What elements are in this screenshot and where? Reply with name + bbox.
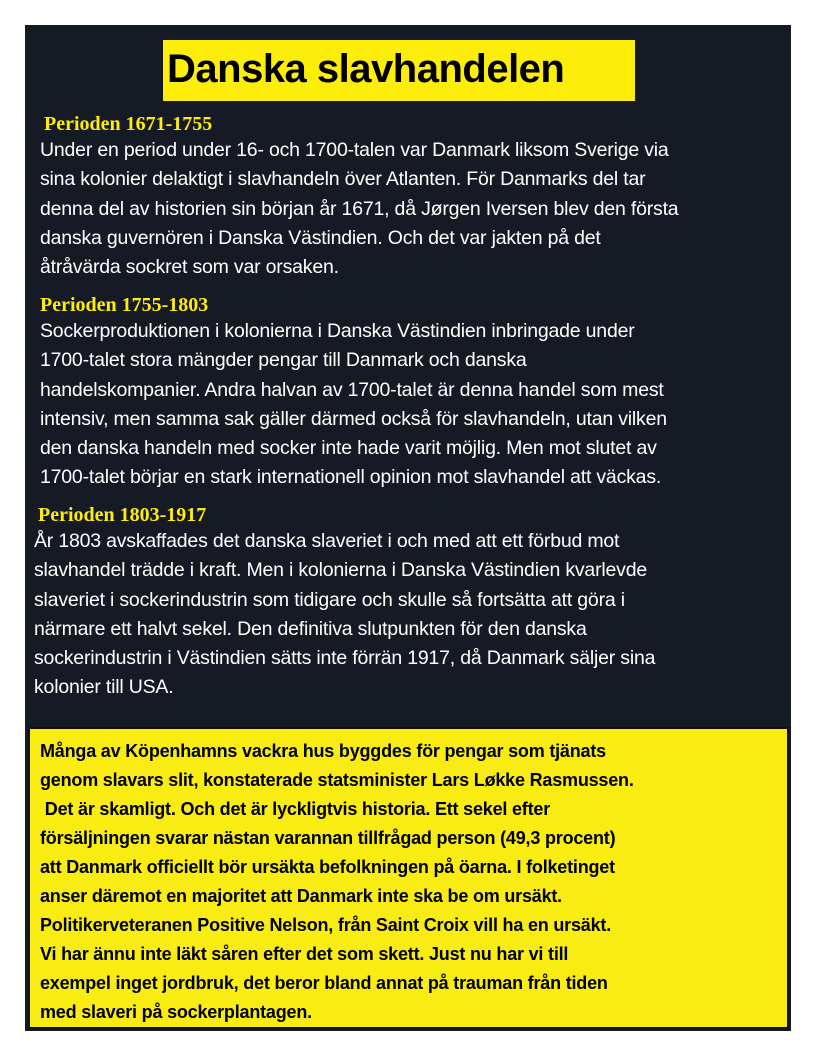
quote-line: anser däremot en majoritet att Danmark inte ska be om ursäkt.: [40, 886, 562, 906]
text-line: handelskompanier. Andra halvan av 1700-talet är denna handel som mest: [40, 378, 664, 401]
text-line: kolonier till USA.: [34, 676, 174, 699]
text-line: denna del av historien sin början år 1671, då Jørgen Iversen blev den första: [40, 197, 679, 220]
text-line: Sockerproduktionen i kolonierna i Danska Västindien inbringade under: [40, 320, 635, 342]
quote-line: Vi har ännu inte läkt såren efter det som skett. Just nu har vi till: [40, 944, 569, 964]
quote-line: genom slavars slit, konstaterade statsminister Lars Løkke Rasmussen.: [40, 770, 634, 790]
text-line: sockerindustrin i Västindien sätts inte förrän 1917, då Danmark säljer sina: [34, 647, 656, 670]
section-heading: Perioden 1755-1803: [40, 294, 209, 316]
text-line: År 1803 avskaffades det danska slaveriet i och med att ett förbud mot: [34, 530, 620, 552]
section-1671-1755: [40, 112, 679, 282]
section-heading: Perioden 1803-1917: [38, 504, 207, 526]
quote-line: att Danmark officiellt bör ursäkta befolkningen på öarna. I folketinget: [40, 857, 615, 877]
text-line: slavhandel trädde i kraft. Men i kolonierna i Danska Västindien kvarlevde: [34, 559, 647, 582]
quote-line: Politikerveteranen Positive Nelson, från Saint Croix vill ha en ursäkt.: [40, 915, 611, 935]
page-title: Danska slavhandelen: [163, 40, 635, 101]
text-line: 1700-talet stora mängder pengar till Danmark och danska: [40, 349, 527, 372]
quote-line: exempel inget jordbruk, det beror bland annat på trauman från tiden: [40, 973, 608, 993]
section-heading: Perioden 1671-1755: [44, 113, 213, 135]
quote-line: Många av Köpenhamns vackra hus byggdes för pengar som tjänats: [40, 741, 606, 761]
text-line: 1700-talet börjar en stark internationell opinion mot slavhandel att väckas.: [40, 466, 662, 489]
text-line: Under en period under 16- och 1700-talen var Danmark liksom Sverige via: [40, 139, 669, 161]
text-line: slaveriet i sockerindustrin som tidigare och skulle så fortsätta att göra i: [34, 588, 625, 611]
quote-box: [28, 727, 789, 1029]
text-line: intensiv, men samma sak gäller därmed också för slavhandeln, utan vilken: [40, 407, 667, 430]
text-line: närmare ett halvt sekel. Den definitiva slutpunkten för den danska: [34, 617, 587, 640]
text-line: danska guvernören i Danska Västindien. Och det var jakten på det: [40, 226, 601, 249]
quote-line: med slaveri på sockerplantagen.: [40, 1002, 312, 1022]
text-line: den danska handeln med socker inte hade varit möjlig. Men mot slutet av: [40, 437, 657, 460]
quote-line: försäljningen svarar nästan varannan tillfrågad person (49,3 procent): [40, 828, 616, 848]
text-line: åtråvärda sockret som var orsaken.: [40, 256, 339, 279]
section-1803-1917: [34, 503, 656, 703]
section-1755-1803: [40, 293, 667, 493]
quote-line: Det är skamligt. Och det är lyckligtvis historia. Ett sekel efter: [40, 799, 550, 819]
text-line: sina kolonier delaktigt i slavhandeln över Atlanten. För Danmarks del tar: [40, 168, 646, 191]
